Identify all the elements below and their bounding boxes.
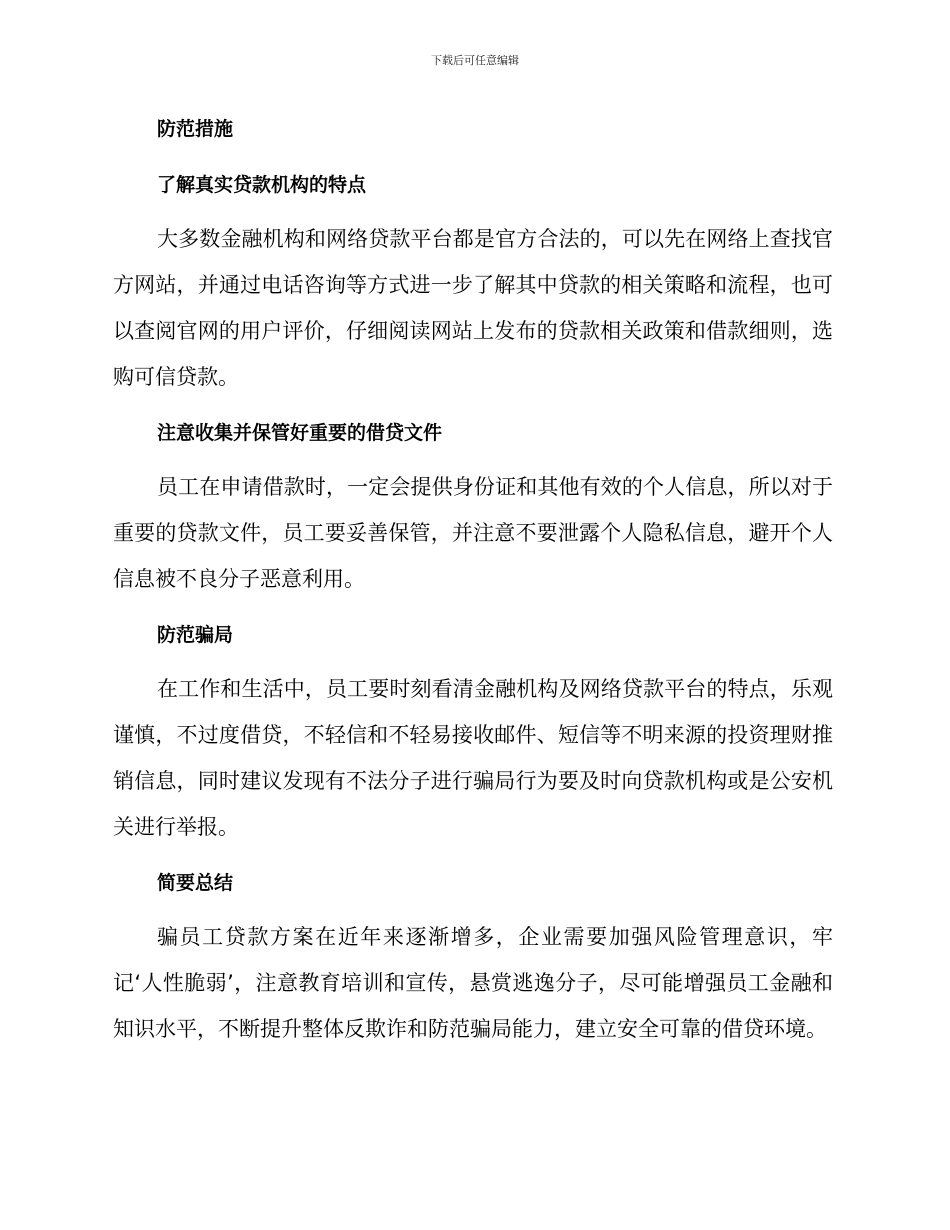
document-body	[113, 110, 833, 1052]
paragraph-prevent-scams: 在工作和生活中，员工要时刻看清金融机构及网络贷款平台的特点，乐观谨慎，不过度借贷，不轻信和不轻易接收邮件、短信等不明来源的投资理财推销信息，同时建议发现有不法分子进行骗局行为要及时向贷款机构或是公安机关进行举报。	[113, 677, 833, 839]
paragraph-real-lenders: 大多数金融机构和网络贷款平台都是官方合法的，可以先在网络上查找官方网站，并通过电话咨询等方式进一步了解其中贷款的相关策略和流程，也可以查阅官网的用户评价，仔细阅读网站上发布的贷款相关政策和借款细则，选购可信贷款。	[113, 227, 833, 389]
section-heading-real-lenders: 了解真实贷款机构的特点	[157, 174, 367, 196]
paragraph-keep-documents: 员工在申请借款时，一定会提供身份证和其他有效的个人信息，所以对于重要的贷款文件，员工要妥善保管，并注意不要泄露个人隐私信息，避开个人信息被不良分子恶意利用。	[113, 475, 833, 591]
section-heading-prevent-scams: 防范骗局	[157, 624, 234, 646]
section-heading-keep-documents: 注意收集并保管好重要的借贷文件	[157, 422, 443, 444]
section-heading-summary: 简要总结	[157, 872, 234, 894]
section-heading-prevention-measures: 防范措施	[157, 118, 234, 140]
page-header: 下载后可任意编辑	[431, 54, 519, 67]
paragraph-summary: 骗员工贷款方案在近年来逐渐增多，企业需要加强风险管理意识，牢记‘人性脆弱’，注意教育培训和宣传，悬赏逃逸分子，尽可能增强员工金融和知识水平，不断提升整体反欺诈和防范骗局能力，建立安全可靠的借贷环境。	[113, 925, 833, 1041]
